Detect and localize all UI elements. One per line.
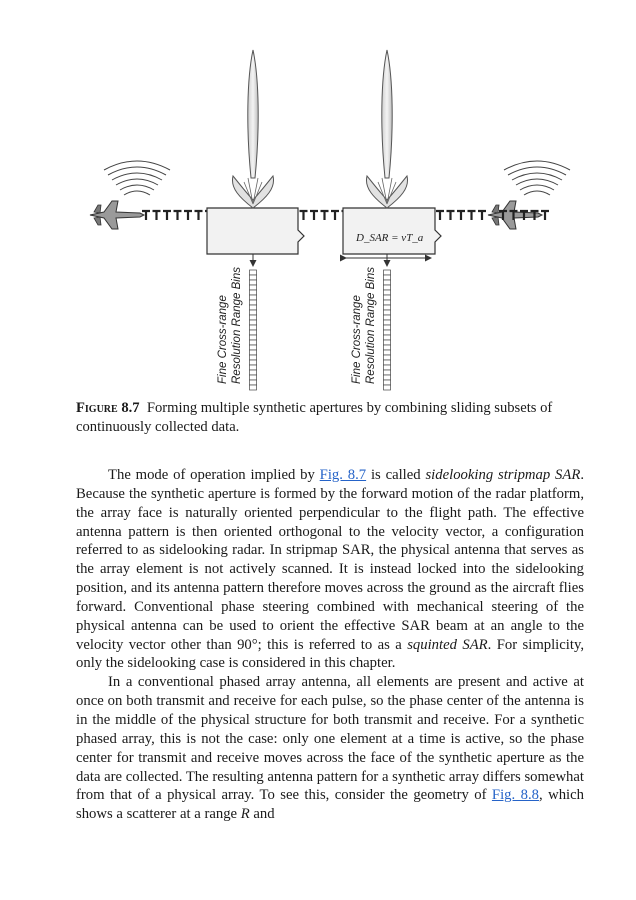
range-bin [250,335,257,340]
radar-wave-icon [504,161,570,195]
range-bin [384,300,391,305]
array-element [163,211,171,220]
array-element [195,211,203,220]
synthetic-aperture-diagram [80,48,590,396]
svg-text:Fine Cross-range: Fine Cross-range [217,295,229,384]
array-element [468,211,476,220]
paragraph-1: The mode of operation implied by Fig. 8.7 is called sidelooking stripmap SAR. Because the synthetic aperture is formed by the forward motion of the radar platform, the array face is naturally oriented perpendicular to the flight path. The effective antenna pattern is then oriented orthogonal to the velocity vector, a configuration referred to as sidelooking radar. In stripmap SAR, the physical antenna that serves as the array element is not actively scanned. It is instead locked into the sidelooking position, and its antenna pattern therefore moves across the ground as the aircraft flies forward. Conventional phase steering combined with mechanical steering of the physical antenna can be used to orient the effective SAR beam at an angle to the velocity vector other than 90°; this is referred to as a squinted SAR. For simplicity, only the sidelooking case is considered in this chapter. [76,467,585,672]
range-bin [384,290,391,295]
paragraph-2: In a conventional phased array antenna, all elements are present and active at once on both transmit and receive for each pulse, so the phase center of the antenna is in the middle of the physical structure for both transmit and receive. For a synthetic phased array, this is not the case: only one element at a time is active, so the phase center for transmit and receive moves across the face of the synthetic aperture as the data are collected. The resulting antenna pattern for a synthetic array differs somewhat from that of a physical array. To see this, consider the geometry of Fig. 8.8, which shows a scatterer at a range R and [76,674,585,823]
range-bins-left [250,270,257,390]
range-bin [250,345,257,350]
range-bin [384,295,391,300]
radar-wave-icon [104,161,170,195]
range-bin [384,325,391,330]
antenna-beam-icon [232,50,273,208]
range-bin [384,315,391,320]
aperture-box-right [343,208,441,254]
range-bin [250,320,257,325]
array-element [541,211,549,220]
range-bin [384,335,391,340]
range-bin [250,380,257,385]
array-element [457,211,465,220]
range-bin [384,385,391,390]
bins-label-right [351,267,377,384]
array-element [436,211,444,220]
array-element [184,211,192,220]
range-bin [250,350,257,355]
range-bin [384,305,391,310]
range-bin [384,280,391,285]
range-bin [384,320,391,325]
range-bin [250,370,257,375]
bins-label-left [217,267,243,384]
range-bin [250,325,257,330]
figure-8-7 [80,48,590,396]
range-bin [250,275,257,280]
range-bin [250,375,257,380]
body-text [76,466,584,824]
fig-8-8-link[interactable]: Fig. 8.8 [491,787,539,804]
array-element [447,211,455,220]
aperture-box-left [207,208,304,254]
range-bins-right [384,270,391,390]
aperture-label: D_SAR = vT_a [356,232,424,244]
range-bin [384,375,391,380]
range-bin [250,295,257,300]
range-bin [384,350,391,355]
range-bin [250,385,257,390]
svg-text:Resolution Range Bins: Resolution Range Bins [365,267,377,384]
range-bin [250,365,257,370]
antenna-beam-icon [366,50,407,208]
range-bin [384,380,391,385]
range-bin [384,310,391,315]
range-bin [384,365,391,370]
range-bin [384,270,391,275]
array-element [310,211,318,220]
array-element [331,211,339,220]
range-bin [250,340,257,345]
range-bin [250,280,257,285]
range-bin [384,355,391,360]
array-element [321,211,329,220]
caption-label: Figure 8.7 [76,400,140,416]
range-bin [250,290,257,295]
range-bin [384,345,391,350]
range-bin [250,300,257,305]
range-bin [384,340,391,345]
range-bin [250,310,257,315]
array-element [174,211,182,220]
aircraft-icon [90,201,144,229]
figure-caption [76,399,586,437]
range-bin [250,360,257,365]
range-bin [384,275,391,280]
array-element [478,211,486,220]
range-bin [250,355,257,360]
range-bin [250,270,257,275]
fig-8-7-link[interactable]: Fig. 8.7 [319,467,367,483]
range-bin [250,315,257,320]
svg-text:Resolution Range Bins: Resolution Range Bins [231,267,243,384]
range-bin [250,285,257,290]
range-bin [384,330,391,335]
array-element [300,211,308,220]
range-bin [250,305,257,310]
range-bin [384,370,391,375]
range-bin [250,330,257,335]
range-bin [384,285,391,290]
caption-text: Forming multiple synthetic apertures by combining sliding subsets of continuously collected data. [76,400,553,435]
svg-text:Fine Cross-range: Fine Cross-range [351,295,363,384]
range-bin [384,360,391,365]
array-element [153,211,161,220]
